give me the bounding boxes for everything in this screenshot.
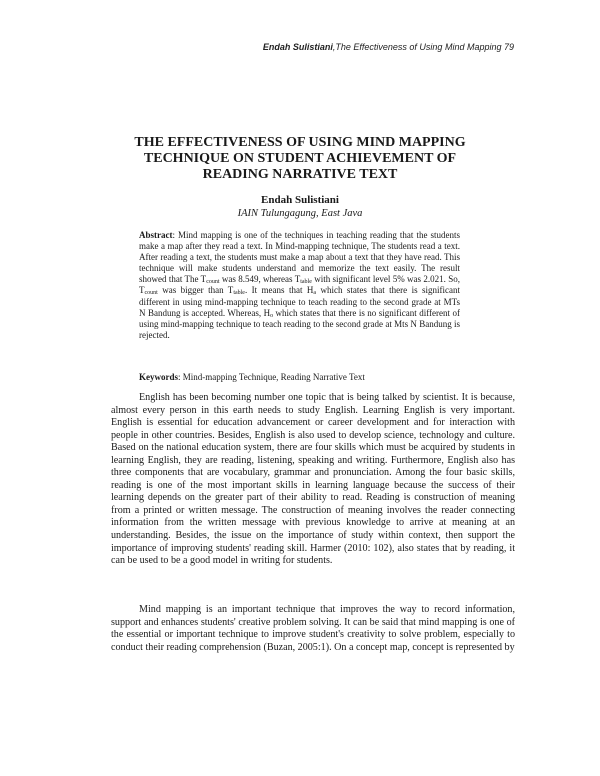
subscript: table — [233, 290, 245, 297]
abstract-text: was bigger than T — [157, 285, 234, 296]
abstract-text: . It means that H — [244, 285, 314, 296]
running-header — [263, 42, 514, 52]
subscript: count — [206, 279, 220, 286]
subscript: a — [313, 290, 317, 297]
paper-title — [100, 135, 500, 183]
subscript: o — [270, 312, 274, 319]
header-author: Endah Sulistiani — [262, 42, 333, 52]
subscript: count — [144, 290, 158, 297]
author-name: Endah Sulistiani — [261, 194, 339, 206]
abstract-text: which states that there is significant different in using mind-mapping technique to teach reading to the second grade at MTs N Bandung is accepted. Whereas, H — [139, 285, 460, 318]
abstract-text: which states that there is no significant different of using mind-mapping technique to teach reading to the second grade at Mts N Bandung is rejected. — [139, 307, 460, 340]
abstract-label: Abstract — [139, 230, 173, 240]
title-line: TECHNIQUE ON STUDENT ACHIEVEMENT OF — [143, 151, 457, 166]
title-line: THE EFFECTIVENESS OF USING MIND MAPPING — [134, 135, 466, 150]
keywords — [139, 372, 460, 382]
title-line: READING NARRATIVE TEXT — [202, 167, 398, 182]
abstract-text: was 8.549, whereas T — [219, 274, 301, 285]
keywords-label: Keywords — [139, 372, 178, 382]
body-paragraph: Mind mapping is an important technique that improves the way to record information, support and enhances students' creative problem solving. It can be said that mind mapping is one of the essential or important technique to improve student's creativity to solve problem, especially to conduct their reading comprehension (Buzan, 2005:1). On a concept map, concept is represented by — [111, 604, 515, 653]
abstract — [139, 230, 460, 341]
header-title-page: ,The Effectiveness of Using Mind Mapping 79 — [332, 42, 514, 52]
abstract-text: : Mind mapping is one of the techniques in teaching reading that the students make a map after they read a text. In Mind-mapping technique, The students read a text. After reading a text, the students must make a map about a text that they have read. This technique will make students understand and memorize the text easily. The result showed that The T — [139, 230, 460, 285]
abstract-text: with significant level 5% was 2.021. So, T — [139, 274, 460, 296]
subscript: table — [300, 279, 312, 286]
author-affiliation: IAIN Tulungagung, East Java — [237, 208, 363, 219]
body-paragraph: English has been becoming number one topic that is being talked by scientist. It is because, almost every person in this earth needs to study English. Learning English is very important. English is essential for education advancement or career development and for interaction with people in other countries. Besides, English is also used to develop science, technology and culture. Based on the national education system, there are four skills which must be acquired by students in learning English, they are reading, listening, speaking and writing. Furthermore, English also has three components that are vocabulary, grammar and pronunciation. Among the four basic skills, reading is one of the most important skills in learning language because the success of their learning depends on the greater part of their ability to read. Reading is construction of meaning from a printed or written message. The construction of meaning involves the reader connecting information from the written message with previous knowledge to arrive at meaning at an understanding. Besides, the issue on the importance of study within context, then support the importance of improving students' reading skill. Harmer (2010: 102), also states that by reading, it can be used to be a good model in writing for students. — [111, 392, 515, 567]
keywords-text: : Mind-mapping Technique, Reading Narrative Text — [178, 372, 365, 382]
